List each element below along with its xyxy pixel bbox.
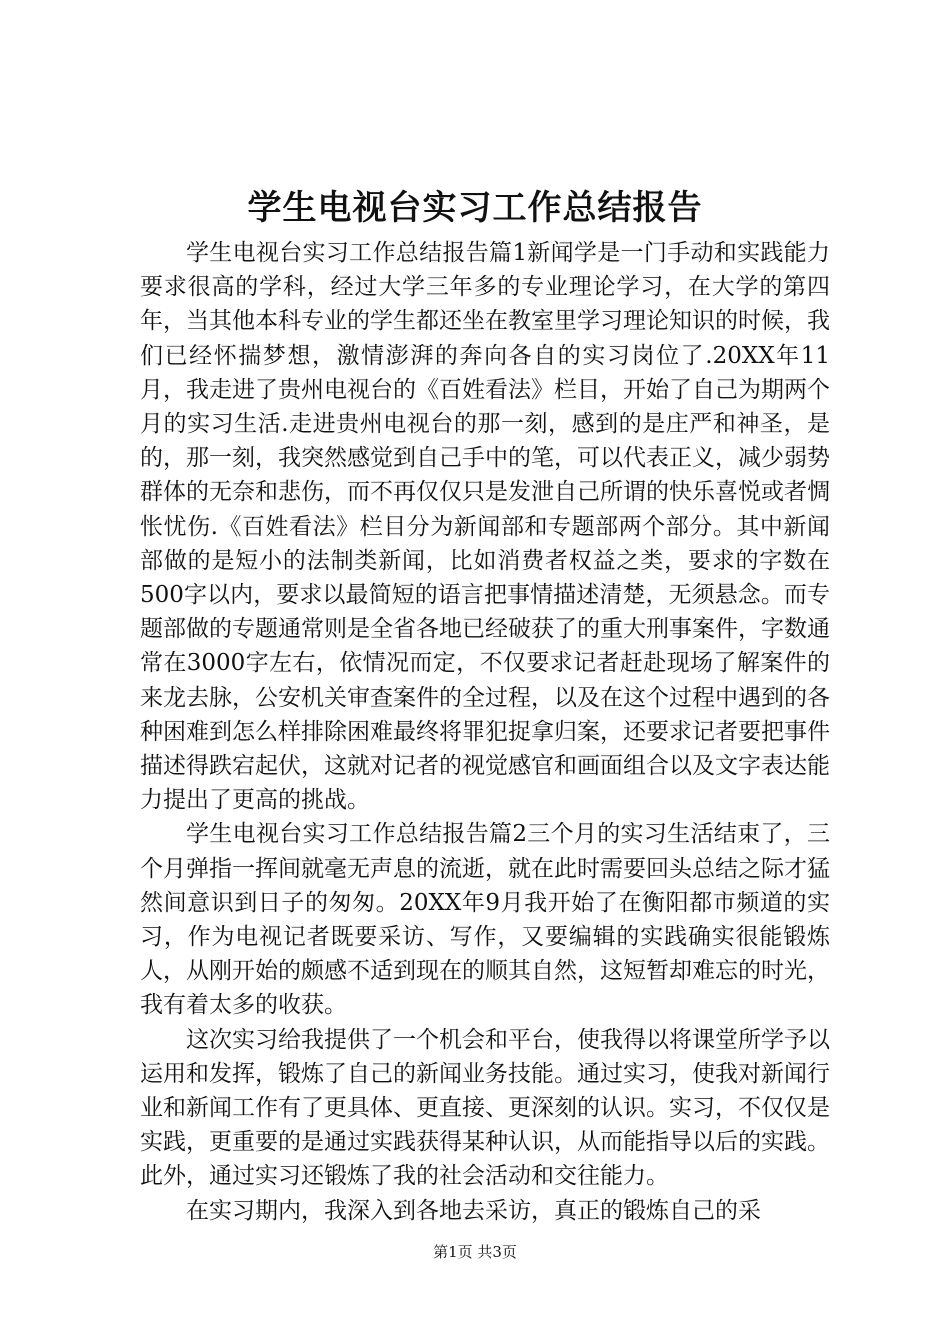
page-number-footer: 第1页 共3页 xyxy=(433,1243,517,1261)
paragraph: 学生电视台实习工作总结报告篇2三个月的实习生活结束了，三个月弹指一挥间就毫无声息的流逝，就在此时需要回头总结之际才猛然间意识到日子的匆匆。20XX年9月我开始了在衡阳都市频道的实习，作为电视记者既要采访、写作，又要编辑的实践确实很能锻炼人，从刚开始的颇感不适到现在的顺其自然，这短暂却难忘的时光，我有着太多的收获。 xyxy=(140,821,830,1019)
document-body xyxy=(140,236,830,1228)
paragraph: 学生电视台实习工作总结报告篇1新闻学是一门手动和实践能力要求很高的学科，经过大学三年多的专业理论学习，在大学的第四年，当其他本科专业的学生都还坐在教室里学习理论知识的时候，我们已经怀揣梦想，激情澎湃的奔向各自的实习岗位了.20XX年11月，我走进了贵州电视台的《百姓看法》栏目，开始了自己为期两个月的实习生活.走进贵州电视台的那一刻，感到的是庄严和神圣，是的，那一刻，我突然感觉到自己手中的笔，可以代表正义，减少弱势群体的无奈和悲伤，而不再仅仅只是发泄自己所谓的快乐喜悦或者惆怅忧伤.《百姓看法》栏目分为新闻部和专题部两个部分。其中新闻部做的是短小的法制类新闻，比如消费者权益之类，要求的字数在500字以内，要求以最简短的语言把事情描述清楚，无须悬念。而专题部做的专题通常则是全省各地已经破获了的重大刑事案件，字数通常在3000字左右，依情况而定，不仅要求记者赶赴现场了解案件的来龙去脉，公安机关审查案件的全过程，以及在这个过程中遇到的各种困难到怎么样排除困难最终将罪犯捉拿归案，还要求记者要把事件描述得跌宕起伏，这就对记者的视觉感官和画面组合以及文字表达能力提出了更高的挑战。 xyxy=(140,240,830,814)
paragraph: 在实习期内，我深入到各地去采访，真正的锻炼自己的采 xyxy=(186,1197,761,1224)
document-title: 学生电视台实习工作总结报告 xyxy=(247,188,703,228)
paragraph: 这次实习给我提供了一个机会和平台，使我得以将课堂所学予以运用和发挥，锻炼了自己的新闻业务技能。通过实习，使我对新闻行业和新闻工作有了更具体、更直接、更深刻的认识。实习，不仅仅是实践，更重要的是通过实践获得某种认识，从而能指导以后的实践。此外，通过实习还锻炼了我的社会活动和交往能力。 xyxy=(140,1026,830,1190)
